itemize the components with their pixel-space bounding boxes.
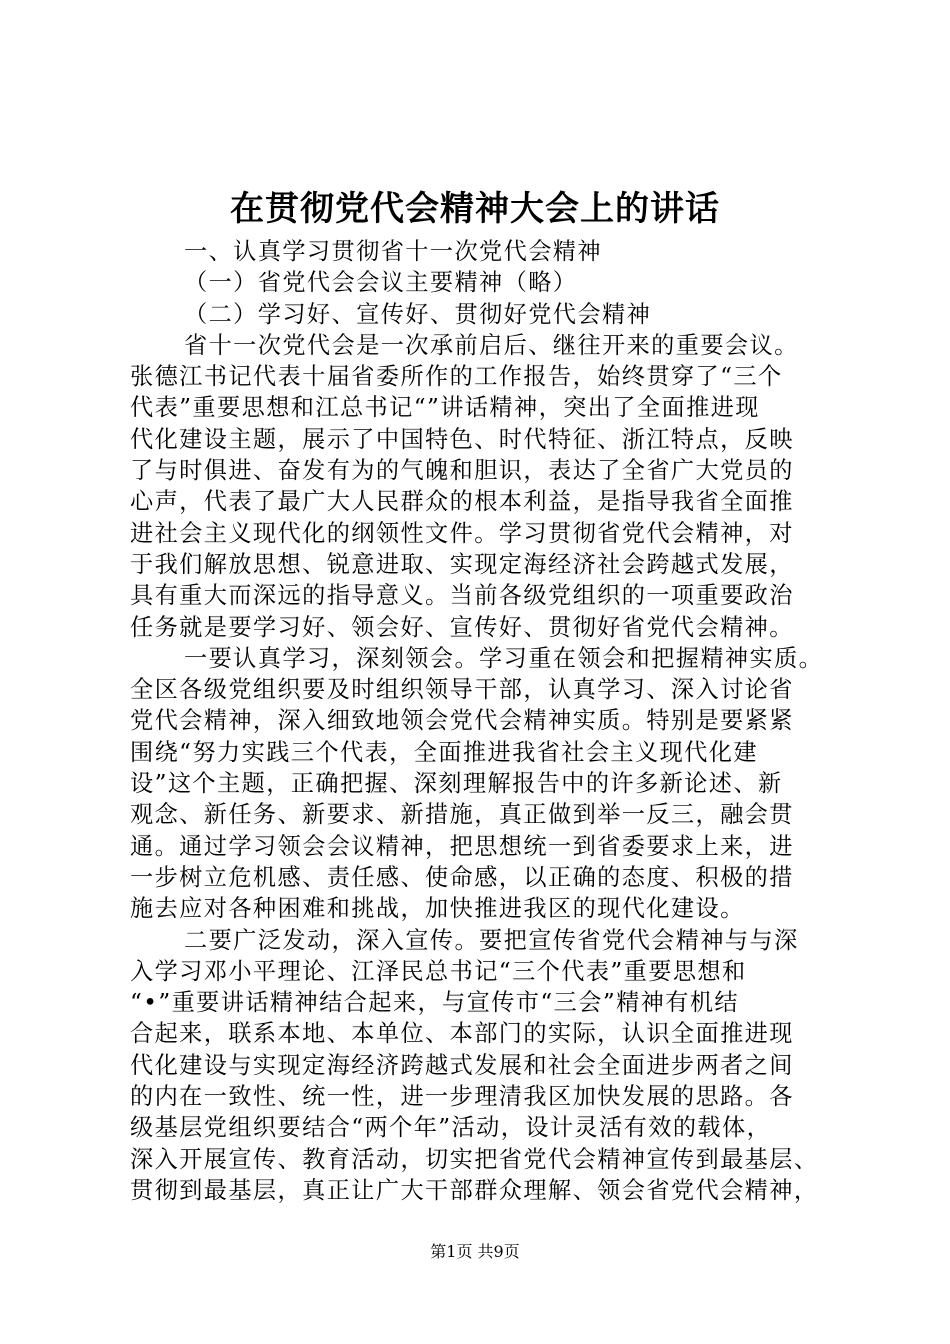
text-line: 一要认真学习，深刻领会。学习重在领会和把握精神实质。 (184, 644, 824, 672)
document-title: 在贯彻党代会精神大会上的讲话 (230, 189, 720, 229)
text-line: （一）省党代会会议主要精神（略） (184, 269, 578, 297)
text-line: 一步树立危机感、责任感、使命感，以正确的态度、积极的措 (130, 863, 794, 891)
text-line: 围绕“努力实践三个代表，全面推进我省社会主义现代化建 (130, 738, 758, 766)
text-line: 于我们解放思想、锐意进取、实现定海经济社会跨越式发展， (130, 550, 794, 578)
text-line: 任务就是要学习好、领会好、宣传好、贯彻好省党代会精神。 (130, 613, 794, 641)
text-line: 观念、新任务、新要求、新措施，真正做到举一反三，融会贯 (130, 801, 794, 829)
text-line: 党代会精神，深入细致地领会党代会精神实质。特别是要紧紧 (130, 707, 794, 735)
text-line: 贯彻到最基层，真正让广大干部群众理解、领会省党代会精神， (130, 1176, 819, 1204)
text-line: 合起来，联系本地、本单位、本部门的实际，认识全面推进现 (130, 1020, 794, 1048)
text-line: 了与时俱进、奋发有为的气魄和胆识，表达了全省广大党员的 (130, 457, 794, 485)
text-line: 的内在一致性、统一性，进一步理清我区加快发展的思路。各 (130, 1083, 794, 1111)
document-body (130, 236, 828, 1206)
text-line: 心声，代表了最广大人民群众的根本利益，是指导我省全面推 (130, 488, 794, 516)
text-line: 代表”重要思想和江总书记“”讲话精神，突出了全面推进现 (130, 394, 760, 422)
text-line: 全区各级党组织要及时组织领导干部，认真学习、深入讨论省 (130, 676, 794, 704)
text-line: 设”这个主题，正确把握、深刻理解报告中的许多新论述、新 (130, 770, 783, 798)
text-line: 进社会主义现代化的纲领性文件。学习贯彻省党代会精神，对 (130, 519, 794, 547)
text-line: （二）学习好、宣传好、贯彻好党代会精神 (184, 300, 652, 328)
text-line: “•”重要讲话精神结合起来，与宣传市“三会”精神有机结 (130, 989, 740, 1017)
page-footer: 第1页 共9页 (430, 1242, 520, 1261)
text-line: 二要广泛发动，深入宣传。要把宣传省党代会精神与与深 (184, 926, 799, 954)
text-line: 入学习邓小平理论、江泽民总书记“三个代表”重要思想和 (130, 957, 747, 985)
text-line: 代化建设与实现定海经济跨越式发展和社会全面进步两者之间 (130, 1051, 794, 1079)
text-line: 施去应对各种困难和挑战，加快推进我区的现代化建设。 (130, 895, 745, 923)
text-line: 级基层党组织要结合“两个年”活动，设计灵活有效的载体， (130, 1114, 772, 1142)
text-line: 代化建设主题，展示了中国特色、时代特征、浙江特点，反映 (130, 425, 794, 453)
text-line: 具有重大而深远的指导意义。当前各级党组织的一项重要政治 (130, 582, 794, 610)
text-line: 张德江书记代表十届省委所作的工作报告，始终贯穿了“三个 (130, 363, 783, 391)
text-line: 一、认真学习贯彻省十一次党代会精神 (184, 238, 602, 265)
text-line: 通。通过学习领会会议精神，把思想统一到省委要求上来，进 (130, 832, 794, 860)
text-line: 深入开展宣传、教育活动，切实把省党代会精神宣传到最基层、 (130, 1145, 819, 1173)
text-line: 省十一次党代会是一次承前启后、继往开来的重要会议。 (184, 331, 799, 359)
